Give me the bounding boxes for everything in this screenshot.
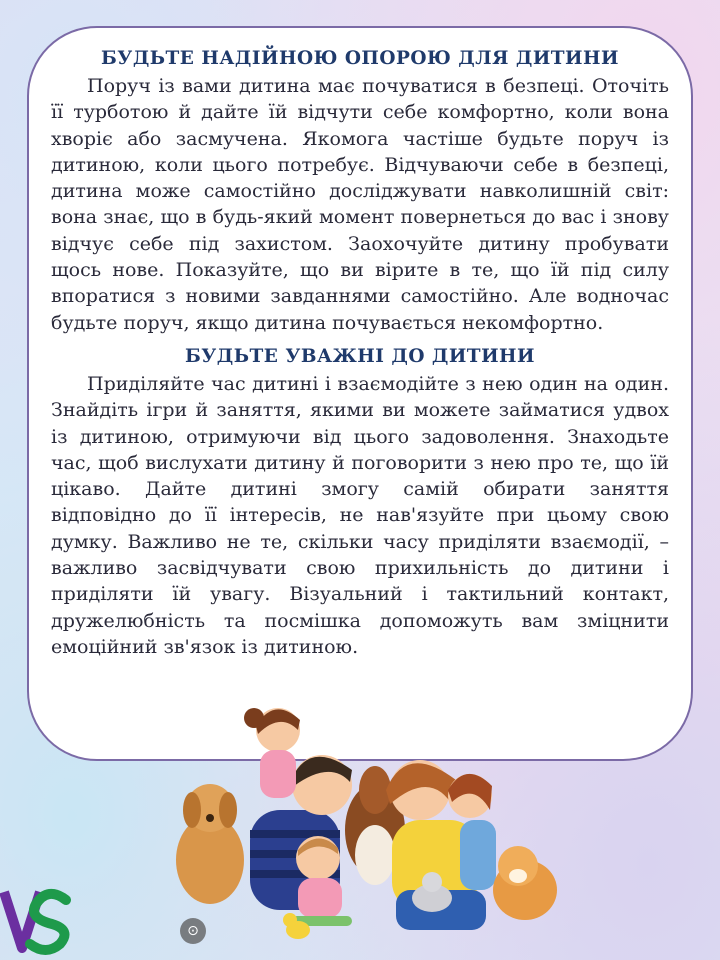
content-card [27, 26, 693, 761]
VS-logo [0, 878, 80, 958]
section-text-reliable-support: Поруч із вами дитина має почуватися в безпеці. Оточіть її турботою й дайте їй відчути себе комфортно, коли вона хворіє або засмучена. Якомога частіше будьте поруч із дитиною, коли цього потребує. Відчуваючи себе в безпеці, дитина може самостійно досліджувати навколишній світ: вона знає, що в будь-який момент повернеться до вас і знову відчує себе під захистом. Заохочуйте дитину пробувати щось нове. Показуйте, що ви вірите в те, що їй під силу впоратися з новими завданнями самостійно. Але водночас будьте поруч, якщо дитина почувається некомфортно. [51, 75, 669, 334]
lens-scan-icon[interactable]: ⊙ [180, 918, 206, 944]
section-heading-reliable-support: БУДЬТЕ НАДІЙНОЮ ОПОРОЮ ДЛЯ ДИТИНИ [101, 48, 619, 69]
section-text-attentive: Приділяйте час дитині і взаємодійте з нею один на один. Знайдіть ігри й заняття, якими ви можете займатися удвох із дитиною, отримуючи від цього задоволення. Знаходьте час, щоб вислухати дитину й поговорити з нею про те, що їй цікаво. Дайте дитині змогу самій обирати заняття відповідно до її інтересів, не нав'язуйте при цьому свою думку. Важливо не те, скільки часу приділяти взаємодії, – важливо засвідчувати свою прихильність до дитини і приділяти їй увагу. Візуальний і тактильний контакт, дружелюбність та посмішка допоможуть вам зміцнити емоційний зв'язок із дитиною. [51, 372, 669, 658]
section-heading-attentive: БУДЬТЕ УВАЖНІ ДО ДИТИНИ [184, 345, 536, 367]
family-with-dogs-illustration [170, 690, 570, 950]
